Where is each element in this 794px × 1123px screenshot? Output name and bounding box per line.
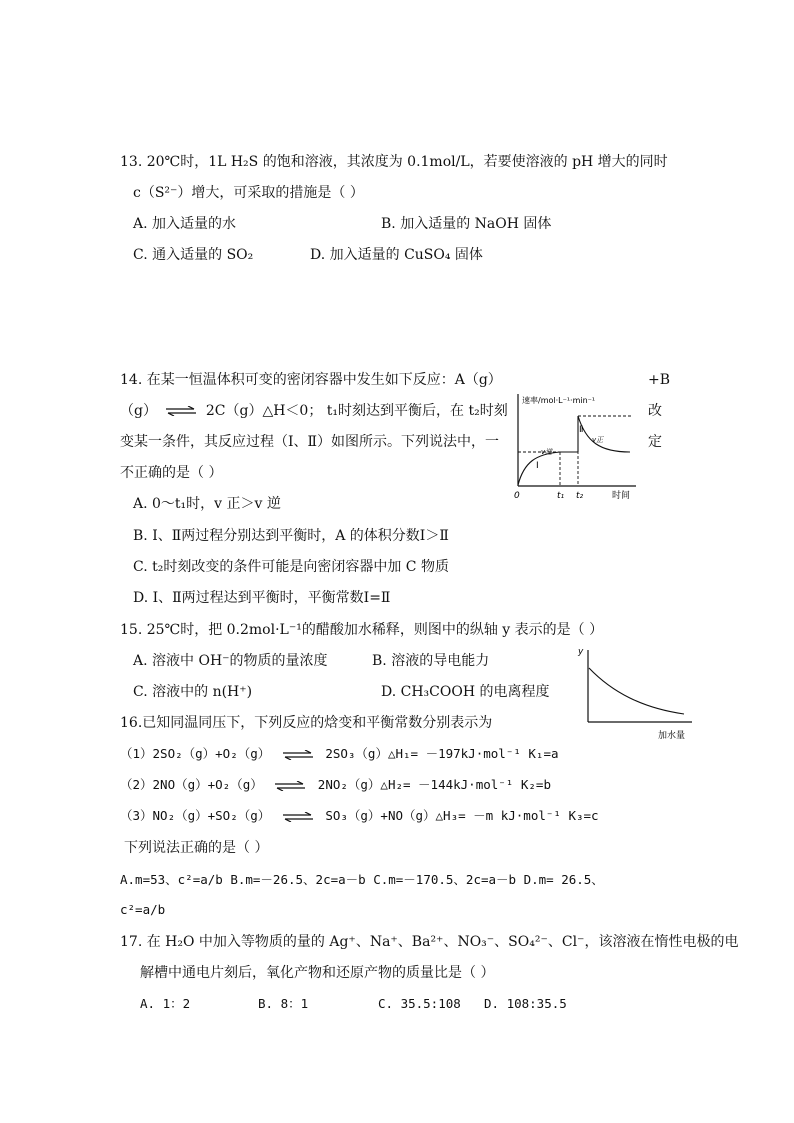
q14-graph-v-fwd-label: v正 (592, 436, 604, 444)
q14-stem-line3-right: 定 (648, 434, 662, 450)
q14-rate-time-graph (508, 390, 640, 502)
q14-graph-v-rev-label: v逆 (541, 448, 553, 456)
q14-stem-line1: 14. 在某一恒温体积可变的密闭容器中发生如下反应：A（g） (120, 372, 502, 388)
q16-options: A.m=53、c²=a/b B.m=－26.5、2c=a－b C.m=－170.5、2c=a－b D.m= 26.5、 (120, 872, 604, 887)
q17-option-b: B. 8：1 (258, 996, 309, 1011)
equilibrium-arrow-icon (281, 812, 315, 822)
q17-option-d: D. 108:35.5 (484, 996, 567, 1011)
q15-option-c: C. 溶液中的 n(H⁺) (133, 684, 253, 700)
q16-options-wrap: c²=a/b (120, 902, 166, 917)
q17-stem-line1: 17. 在 H₂O 中加入等物质的量的 Ag⁺、Na⁺、Ba²⁺、NO₃⁻、SO₄²⁻、Cl⁻，该溶液在惰性电极的电 (120, 934, 739, 950)
q14-graph-t2: t₂ (576, 491, 584, 501)
q15-graph-xlabel: 加水量 (658, 731, 686, 741)
decay-curve (589, 668, 684, 714)
q16-question: 下列说法正确的是（ ） (124, 840, 269, 856)
q14-option-c: C. t₂时刻改变的条件可能是向密闭容器中加 C 物质 (133, 559, 449, 575)
q14-option-b: B. Ⅰ、Ⅱ两过程分别达到平衡时，A 的体积分数Ⅰ＞Ⅱ (133, 528, 449, 544)
q16-reaction-2-rhs: 2NO₂（g）△H₂= －144kJ·mol⁻¹ K₂=b (317, 777, 551, 792)
q14-stem-line2-a: （g） (120, 403, 157, 419)
q13-option-d: D. 加入适量的 CuSO₄ 固体 (310, 247, 483, 263)
q14-stem-line4: 不正确的是（ ） (120, 465, 223, 481)
q14-stem-line3: 变某一条件，其反应过程（Ⅰ、Ⅱ）如图所示。下列说法中，一 (120, 434, 500, 450)
q14-stem-line2-right: 改 (648, 403, 662, 419)
q14-graph-ylabel: 速率/mol·L⁻¹·min⁻¹ (522, 396, 596, 405)
q15-option-d: D. CH₃COOH 的电离程度 (381, 684, 550, 700)
q14-graph-xlabel: 时间 (612, 491, 631, 501)
q17-option-c: C. 35.5:108 (378, 996, 461, 1011)
q13-option-c: C. 通入适量的 SO₂ (133, 247, 254, 263)
q16-stem: 16.已知同温同压下，下列反应的焓变和平衡常数分别表示为 (120, 715, 493, 731)
q15-option-b: B. 溶液的导电能力 (372, 653, 490, 669)
equilibrium-arrow-icon (281, 750, 315, 760)
q15-stem: 15. 25℃时，把 0.2mol·L⁻¹的醋酸加水稀释，则图中的纵轴 y 表示的是（ ） (120, 622, 604, 638)
q16-reaction-3-lhs: （3）NO₂（g）+SO₂（g） (120, 808, 271, 823)
q16-reaction-3 (120, 806, 599, 826)
q14-option-a: A. 0～t₁时，v 正＞v 逆 (133, 496, 281, 512)
q13-stem-line2: c（S²⁻）增大，可采取的措施是（ ） (133, 185, 364, 201)
q16-reaction-2 (120, 775, 551, 795)
q14-stem-line2 (120, 401, 508, 421)
q16-reaction-1-lhs: （1）2SO₂（g）+O₂（g） (120, 746, 271, 761)
q13-option-a: A. 加入适量的水 (133, 216, 237, 232)
q14-graph-origin: 0 (514, 491, 520, 501)
q15-graph-ylabel: y (578, 647, 584, 657)
q16-reaction-3-rhs: SO₃（g）+NO（g）△H₃= －m kJ·mol⁻¹ K₃=c (325, 808, 599, 823)
q14-graph-curve2-label: Ⅱ (579, 425, 584, 435)
q14-graph-t1: t₁ (557, 491, 565, 501)
q14-stem-line2-b: 2C（g）△H＜0； t₁时刻达到平衡后，在 t₂时刻 (205, 403, 508, 419)
q15-dilution-graph (572, 642, 698, 742)
q16-reaction-1 (120, 744, 559, 764)
q17-stem-line2: 解槽中通电片刻后，氧化产物和还原产物的质量比是（ ） (140, 965, 495, 981)
curve-i-v-forward (518, 452, 560, 485)
equilibrium-arrow-icon (164, 406, 198, 416)
q16-reaction-2-lhs: （2）2NO（g）+O₂（g） (120, 777, 263, 792)
q16-reaction-1-rhs: 2SO₃（g）△H₁= －197kJ·mol⁻¹ K₁=a (325, 746, 559, 761)
q14-stem-line1-right: +B (648, 372, 671, 388)
q14-option-d: D. Ⅰ、Ⅱ两过程达到平衡时，平衡常数Ⅰ=Ⅱ (133, 590, 391, 606)
equilibrium-arrow-icon (273, 781, 307, 791)
q15-option-a: A. 溶液中 OH⁻的物质的量浓度 (133, 653, 328, 669)
q17-option-a: A. 1：2 (140, 996, 191, 1011)
q13-option-b: B. 加入适量的 NaOH 固体 (381, 216, 552, 232)
curve-ii-v-forward (578, 416, 630, 452)
q13-stem-line1: 13. 20℃时，1L H₂S 的饱和溶液，其浓度为 0.1mol/L，若要使溶液的 pH 增大的同时 (120, 154, 668, 170)
q14-graph-curve1-label: Ⅰ (536, 461, 539, 471)
